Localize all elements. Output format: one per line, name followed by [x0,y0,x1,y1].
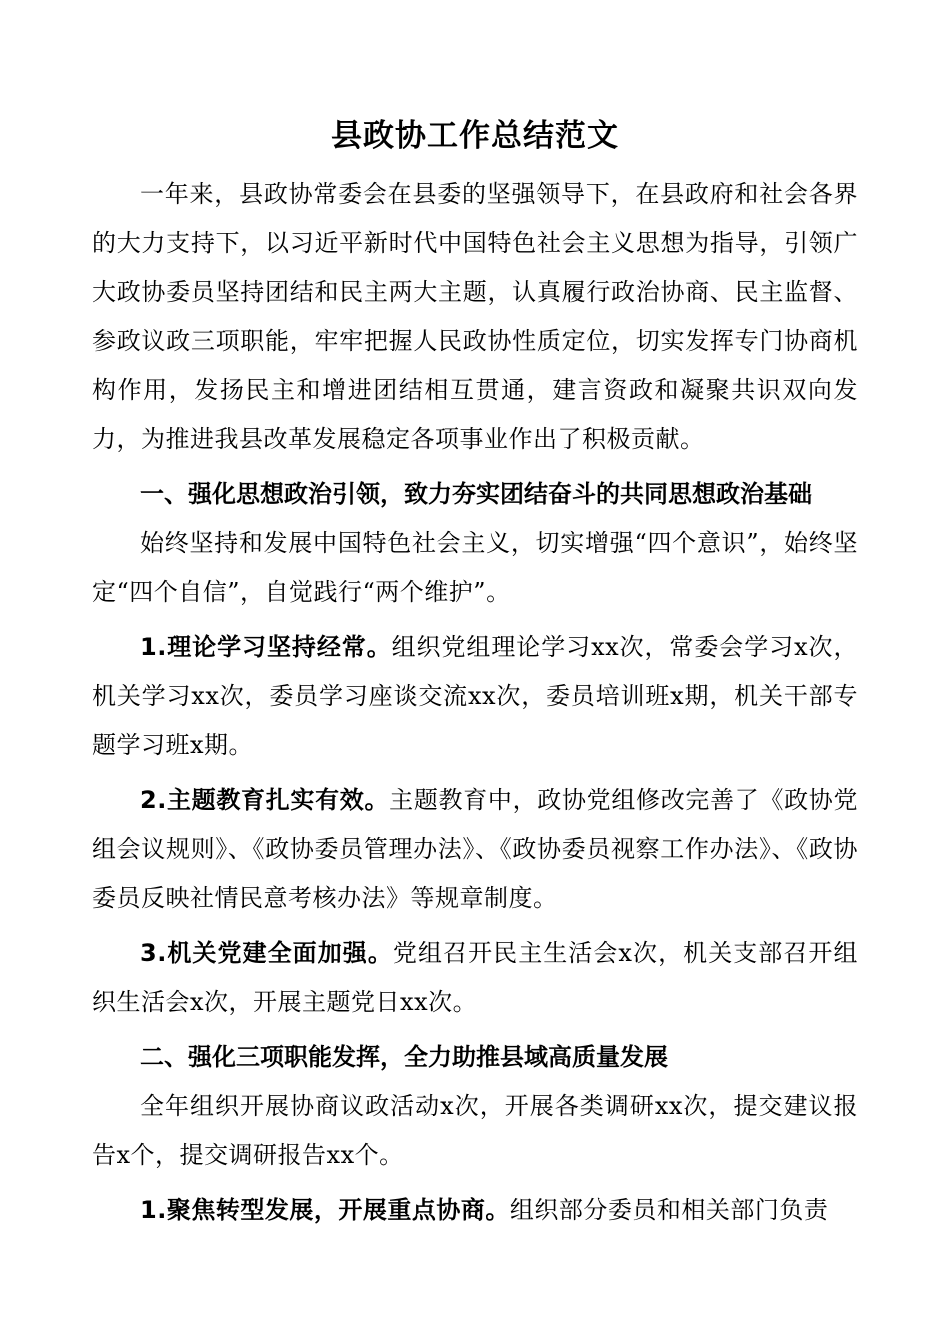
section-1-item-1 [92,623,858,770]
item-text: 组织部分委员和相关部门负责 [509,1196,829,1224]
intro-paragraph: 一年来，县政协常委会在县委的坚强领导下，在县政府和社会各界的大力支持下，以习近平新时代中国特色社会主义思想为指导，引领广大政协委员坚持团结和民主两大主题，认真履行政治协商、民主监督、参政议政三项职能，牢牢把握人民政协性质定位，切实发挥专门协商机构作用，发扬民主和增进团结相互贯通，建言资政和凝聚共识双向发力，为推进我县改革发展稳定各项事业作出了积极贡献。 [92,180,858,453]
item-lead: 1.聚焦转型发展，开展重点协商。 [140,1196,510,1224]
item-text: 组织党组理论学习xx次，常委会学习x次，机关学习xx次，委员学习座谈交流xx次，委员培训班x期，机关干部专题学习班x期。 [92,633,858,759]
section-2-heading: 二、强化三项职能发挥，全力助推县域高质量发展 [140,1043,668,1071]
section-2-intro: 全年组织开展协商议政活动x次，开展各类调研xx次，提交建议报告x个，提交调研报告xx个。 [92,1092,858,1169]
item-text: 主题教育中，政协党组修改完善了《政协党组会议规则》、《政协委员管理办法》、《政协委员视察工作办法》、《政协委员反映社情民意考核办法》等规章制度。 [92,786,858,912]
item-lead: 3.机关党建全面加强。 [140,939,393,967]
document-title: 县政协工作总结范文 [331,118,619,154]
section-1-item-3 [92,929,858,1027]
item-lead: 2.主题教育扎实有效。 [140,786,390,814]
section-2-item-1 [92,1186,858,1235]
section-1-intro: 始终坚持和发展中国特色社会主义，切实增强“四个意识”，始终坚定“四个自信”，自觉践行“两个维护”。 [92,529,858,606]
item-lead: 1.理论学习坚持经常。 [140,633,392,661]
section-1-heading: 一、强化思想政治引领，致力夯实团结奋斗的共同思想政治基础 [140,480,812,508]
section-1-item-2 [92,776,858,923]
item-text: 党组召开民主生活会x次，机关支部召开组织生活会x次，开展主题党日xx次。 [92,939,858,1016]
